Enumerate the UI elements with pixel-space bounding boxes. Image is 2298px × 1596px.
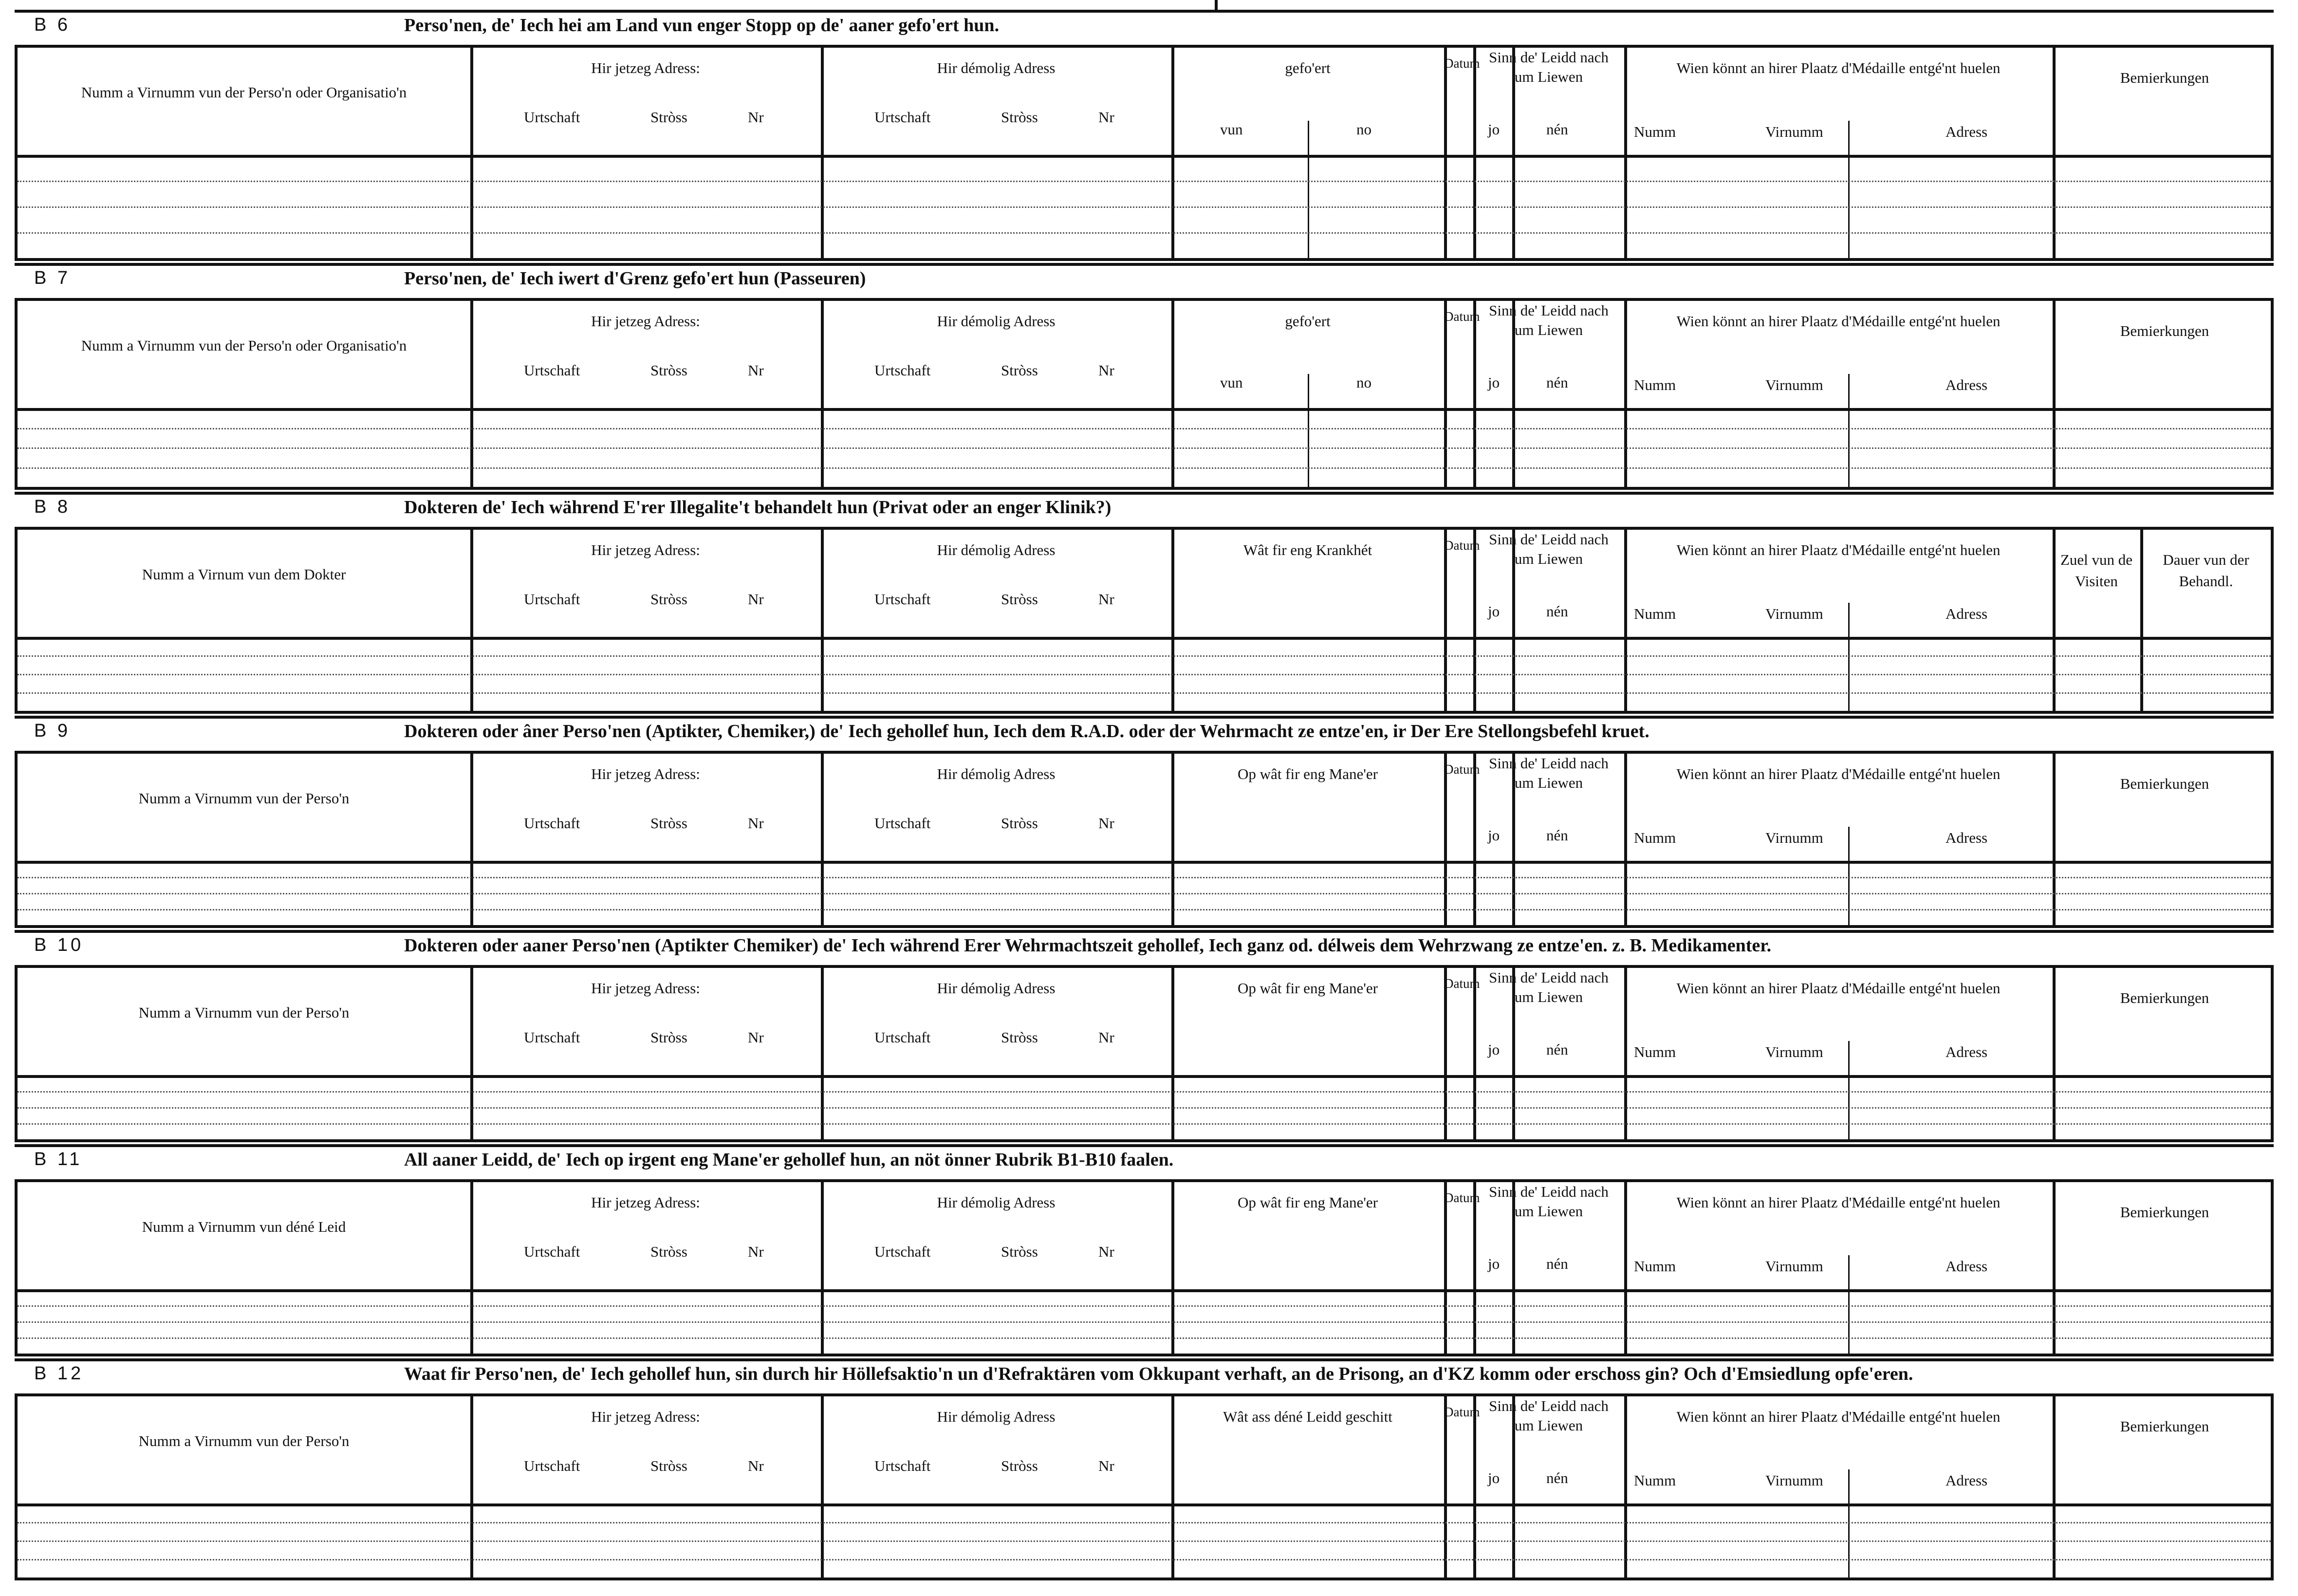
datum-header: Datum: [1444, 762, 1480, 777]
header-separator: [18, 408, 2271, 411]
alive-status-subheader: jo: [1488, 827, 1500, 844]
section-b-8: [15, 492, 2274, 716]
medal-subheader: Virnumm: [1765, 1258, 1823, 1275]
alive-status-subheader: jo: [1488, 1255, 1500, 1272]
remarks-header: Bemierkungen: [2120, 1204, 2209, 1221]
entry-line[interactable]: [18, 1123, 2271, 1125]
column-divider: [1444, 1396, 1447, 1577]
column-subdivider: [1848, 374, 1850, 487]
column-subdivider: [1308, 374, 1309, 487]
section-table: [15, 45, 2274, 261]
column-subdivider: [1848, 1469, 1850, 1577]
former-address-header: Hir démolig Adress: [937, 1408, 1056, 1425]
column-divider: [1444, 301, 1447, 487]
medal-subheader: Adress: [1946, 123, 1988, 140]
datum-header: Datum: [1444, 1405, 1480, 1419]
address-subheader: Nr: [1098, 591, 1114, 608]
address-subheader: Urtschaft: [874, 362, 931, 379]
header-separator: [18, 155, 2271, 158]
section-header: [15, 716, 2274, 750]
alive-status-header: Sinn de' Leidd nach um Liewen: [1489, 755, 1609, 791]
alive-status-header: Sinn de' Leidd nach um Liewen: [1489, 49, 1609, 85]
section-header: [15, 1144, 2274, 1178]
section-code: B 9: [34, 721, 71, 741]
section-title: Dokteren oder âner Perso'nen (Aptikter, Chemiker,) de' Iech gehollef hun, Iech dem R.A.D. oder der Wehrmacht ze entze'en, ir Der Ere Stellongsbefehl kruet.: [404, 721, 1649, 742]
section-b-11: [15, 1144, 2274, 1358]
name-column-header: Numm a Virnumm vun der Perso'n: [138, 1432, 350, 1449]
address-subheader: Stròss: [650, 1029, 687, 1046]
medal-subheader: Adress: [1946, 1258, 1988, 1275]
datum-header: Datum: [1444, 1190, 1480, 1205]
transport-subheader: vun: [1220, 121, 1243, 138]
remarks-header: Bemierkungen: [2120, 775, 2209, 792]
medal-subheader: Adress: [1946, 1043, 1988, 1060]
medal-recipient-header: Wien könnt an hirer Plaatz d'Médaille entgé'nt huelen: [1676, 313, 2001, 330]
entry-line[interactable]: [18, 692, 2271, 694]
medal-subheader: Virnumm: [1765, 605, 1823, 622]
column-subdivider: [1848, 121, 1850, 258]
alive-status-header: Sinn de' Leidd nach um Liewen: [1489, 531, 1609, 567]
column-divider: [1624, 48, 1627, 258]
address-subheader: Stròss: [650, 591, 687, 608]
former-address-header: Hir démolig Adress: [937, 980, 1056, 997]
section-title: Dokteren de' Iech während E'rer Illegalite't behandelt hun (Privat oder an enger Klinik?): [404, 497, 1112, 518]
alive-status-header: Sinn de' Leidd nach um Liewen: [1489, 969, 1609, 1005]
alive-status-subheader: nén: [1546, 827, 1568, 844]
entry-line[interactable]: [18, 1107, 2271, 1109]
address-subheader: Urtschaft: [524, 591, 580, 608]
medal-recipient-header: Wien könnt an hirer Plaatz d'Médaille entgé'nt huelen: [1676, 1408, 2001, 1425]
remarks-header: Zuel vun de Visiten: [2060, 551, 2133, 590]
address-subheader: Urtschaft: [524, 1457, 580, 1474]
former-address-header: Hir démolig Adress: [937, 59, 1056, 76]
transport-subheader: no: [1356, 374, 1371, 391]
medal-recipient-header: Wien könnt an hirer Plaatz d'Médaille entgé'nt huelen: [1676, 765, 2001, 782]
column-divider: [1444, 48, 1447, 258]
section-header: [15, 263, 2274, 297]
header-separator: [18, 637, 2271, 640]
section-header: [15, 1358, 2274, 1392]
header-separator: [18, 1503, 2271, 1506]
transport-subheader: no: [1356, 121, 1371, 138]
alive-status-header: Sinn de' Leidd nach um Liewen: [1489, 1397, 1609, 1434]
datum-header: Datum: [1444, 56, 1480, 71]
medal-subheader: Adress: [1946, 829, 1988, 846]
third-column-header: Op wât fir eng Mane'er: [1238, 765, 1378, 782]
section-table: [15, 751, 2274, 928]
address-subheader: Urtschaft: [874, 1243, 931, 1260]
section-table: [15, 527, 2274, 714]
entry-line[interactable]: [18, 674, 2271, 675]
section-title: Waat fir Perso'nen, de' Iech gehollef hun, sin durch hir Höllefsaktio'n un d'Refraktären vom Okkupant verhaft, an de Prisong, an d'KZ komm oder erschoss gin? Och d'Emsiedlung opfe'eren.: [404, 1364, 1913, 1384]
medal-subheader: Virnumm: [1765, 1043, 1823, 1060]
medal-subheader: Virnumm: [1765, 1472, 1823, 1489]
section-header: [15, 10, 2274, 44]
medal-recipient-header: Wien könnt an hirer Plaatz d'Médaille entgé'nt huelen: [1676, 541, 2001, 558]
section-b-10: [15, 930, 2274, 1144]
address-subheader: Nr: [1098, 109, 1114, 126]
former-address-header: Hir démolig Adress: [937, 765, 1056, 782]
address-subheader: Urtschaft: [874, 1457, 931, 1474]
entry-line[interactable]: [18, 181, 2271, 182]
address-subheader: Nr: [748, 591, 764, 608]
datum-header: Datum: [1444, 538, 1480, 553]
medal-recipient-header: Wien könnt an hirer Plaatz d'Médaille entgé'nt huelen: [1676, 980, 2001, 997]
third-column-header: Wât fir eng Krankhét: [1243, 541, 1372, 558]
entry-line[interactable]: [18, 447, 2271, 449]
address-subheader: Urtschaft: [874, 109, 931, 126]
name-column-header: Numm a Virnumm vun der Perso'n oder Organisatio'n: [81, 337, 407, 354]
medal-subheader: Adress: [1946, 1472, 1988, 1489]
datum-header: Datum: [1444, 309, 1480, 324]
address-subheader: Stròss: [650, 109, 687, 126]
entry-line[interactable]: [18, 1321, 2271, 1323]
section-header: [15, 930, 2274, 964]
section-table: [15, 1393, 2274, 1580]
entry-line[interactable]: [18, 428, 2271, 429]
column-divider: [821, 48, 824, 258]
address-subheader: Stròss: [650, 1243, 687, 1260]
datum-header: Datum: [1444, 976, 1480, 991]
medal-subheader: Adress: [1946, 605, 1988, 622]
medal-subheader: Numm: [1634, 605, 1676, 622]
address-subheader: Stròss: [1001, 1029, 1038, 1046]
transport-subheader: vun: [1220, 374, 1243, 391]
entry-line[interactable]: [18, 1091, 2271, 1093]
alive-status-subheader: nén: [1546, 603, 1568, 620]
address-subheader: Stròss: [1001, 109, 1038, 126]
former-address-header: Hir démolig Adress: [937, 313, 1056, 330]
alive-status-subheader: jo: [1488, 1041, 1500, 1058]
current-address-header: Hir jetzeg Adress:: [591, 980, 700, 997]
section-table: [15, 965, 2274, 1142]
alive-status-subheader: nén: [1546, 374, 1568, 391]
section-code: B 10: [34, 935, 84, 955]
alive-status-subheader: nén: [1546, 1255, 1568, 1272]
remarks-header: Bemierkungen: [2120, 322, 2209, 339]
address-subheader: Urtschaft: [524, 1243, 580, 1260]
address-subheader: Stròss: [1001, 1457, 1038, 1474]
address-subheader: Nr: [1098, 815, 1114, 832]
address-subheader: Nr: [1098, 1457, 1114, 1474]
third-column-header: gefo'ert: [1285, 313, 1331, 330]
name-column-header: Numm a Virnumm vun déné Leid: [142, 1218, 346, 1235]
name-column-header: Numm a Virnumm vun der Perso'n: [138, 1004, 350, 1021]
medal-subheader: Virnumm: [1765, 123, 1823, 140]
address-subheader: Stròss: [650, 1457, 687, 1474]
address-subheader: Nr: [748, 815, 764, 832]
medal-recipient-header: Wien könnt an hirer Plaatz d'Médaille entgé'nt huelen: [1676, 1194, 2001, 1211]
address-subheader: Nr: [748, 1029, 764, 1046]
entry-line[interactable]: [18, 909, 2271, 910]
column-divider: [1444, 530, 1447, 711]
entry-line[interactable]: [18, 1305, 2271, 1307]
treatment-duration-header: Dauer vun der Behandl.: [2163, 551, 2249, 590]
address-subheader: Nr: [748, 1243, 764, 1260]
medal-subheader: Numm: [1634, 123, 1676, 140]
medal-subheader: Virnumm: [1765, 829, 1823, 846]
alive-status-subheader: nén: [1546, 1041, 1568, 1058]
section-b-7: [15, 263, 2274, 492]
current-address-header: Hir jetzeg Adress:: [591, 541, 700, 558]
current-address-header: Hir jetzeg Adress:: [591, 1408, 700, 1425]
current-address-header: Hir jetzeg Adress:: [591, 1194, 700, 1211]
column-subdivider: [1848, 603, 1850, 711]
entry-line[interactable]: [18, 893, 2271, 894]
address-subheader: Urtschaft: [874, 1029, 931, 1046]
address-subheader: Nr: [1098, 362, 1114, 379]
resistance-questionnaire-form: [15, 10, 2274, 1582]
alive-status-subheader: jo: [1488, 1469, 1500, 1486]
address-subheader: Nr: [1098, 1029, 1114, 1046]
address-subheader: Nr: [1098, 1243, 1114, 1260]
alive-status-header: Sinn de' Leidd nach um Liewen: [1489, 302, 1609, 338]
entry-line[interactable]: [18, 877, 2271, 878]
entry-line[interactable]: [18, 1337, 2271, 1339]
alive-status-subheader: nén: [1546, 1469, 1568, 1486]
former-address-header: Hir démolig Adress: [937, 541, 1056, 558]
medal-recipient-header: Wien könnt an hirer Plaatz d'Médaille entgé'nt huelen: [1676, 59, 2001, 76]
section-title: Perso'nen, de' Iech hei am Land vun enger Stopp op de' aaner gefo'ert hun.: [404, 15, 1000, 36]
address-subheader: Urtschaft: [874, 591, 931, 608]
alive-status-subheader: jo: [1488, 374, 1500, 391]
section-title: All aaner Leidd, de' Iech op irgent eng Mane'er gehollef hun, an nöt önner Rubrik B1-B10 faalen.: [404, 1150, 1174, 1170]
remarks-header: Bemierkungen: [2120, 989, 2209, 1006]
third-column-header: Op wât fir eng Mane'er: [1238, 980, 1378, 997]
address-subheader: Urtschaft: [524, 362, 580, 379]
top-marker: [1215, 0, 1218, 12]
section-code: B 8: [34, 497, 71, 517]
current-address-header: Hir jetzeg Adress:: [591, 313, 700, 330]
section-title: Perso'nen, de' Iech iwert d'Grenz gefo'ert hun (Passeuren): [404, 268, 866, 289]
third-column-header: Op wât fir eng Mane'er: [1238, 1194, 1378, 1211]
alive-status-subheader: jo: [1488, 603, 1500, 620]
section-b-6: [15, 10, 2274, 263]
current-address-header: Hir jetzeg Adress:: [591, 765, 700, 782]
address-subheader: Stròss: [1001, 591, 1038, 608]
name-column-header: Numm a Virnumm vun der Perso'n oder Organisatio'n: [81, 84, 407, 101]
section-header: [15, 492, 2274, 526]
alive-status-subheader: nén: [1546, 121, 1568, 138]
current-address-header: Hir jetzeg Adress:: [591, 59, 700, 76]
entry-line[interactable]: [18, 1559, 2271, 1560]
medal-subheader: Numm: [1634, 1258, 1676, 1275]
section-code: B 7: [34, 268, 71, 288]
address-subheader: Urtschaft: [524, 815, 580, 832]
address-subheader: Nr: [748, 1457, 764, 1474]
section-code: B 12: [34, 1363, 84, 1384]
column-divider: [1171, 48, 1174, 258]
section-b-12: [15, 1358, 2274, 1582]
alive-status-header: Sinn de' Leidd nach um Liewen: [1489, 1183, 1609, 1220]
section-code: B 6: [34, 15, 71, 35]
entry-line[interactable]: [18, 206, 2271, 208]
name-column-header: Numm a Virnum vun dem Dokter: [142, 566, 346, 583]
address-subheader: Urtschaft: [524, 1029, 580, 1046]
remarks-header: Bemierkungen: [2120, 1418, 2209, 1435]
entry-line[interactable]: [18, 467, 2271, 469]
alive-status-subheader: jo: [1488, 121, 1500, 138]
medal-subheader: Numm: [1634, 829, 1676, 846]
medal-subheader: Adress: [1946, 376, 1988, 393]
section-b-9: [15, 716, 2274, 930]
medal-subheader: Virnumm: [1765, 376, 1823, 393]
remarks-header: Bemierkungen: [2120, 69, 2209, 86]
address-subheader: Stròss: [1001, 1243, 1038, 1260]
third-column-header: gefo'ert: [1285, 59, 1331, 76]
address-subheader: Stròss: [650, 362, 687, 379]
medal-subheader: Numm: [1634, 1043, 1676, 1060]
third-column-header: Wât ass déné Leidd geschitt: [1223, 1408, 1392, 1425]
former-address-header: Hir démolig Adress: [937, 1194, 1056, 1211]
medal-subheader: Numm: [1634, 1472, 1676, 1489]
section-title: Dokteren oder aaner Perso'nen (Aptikter Chemiker) de' Iech während Erer Wehrmachtszeit gehollef, Iech ganz od. délweis dem Wehrzwang ze entze'en. z. B. Medikamenter.: [404, 935, 1772, 956]
column-divider: [470, 48, 473, 258]
header-separator: [18, 1289, 2271, 1292]
section-table: [15, 298, 2274, 490]
address-subheader: Nr: [748, 109, 764, 126]
name-column-header: Numm a Virnumm vun der Perso'n: [138, 790, 350, 807]
address-subheader: Urtschaft: [524, 109, 580, 126]
entry-line[interactable]: [18, 1540, 2271, 1542]
column-subdivider: [1308, 121, 1309, 258]
address-subheader: Nr: [748, 362, 764, 379]
entry-line[interactable]: [18, 655, 2271, 657]
entry-line[interactable]: [18, 1522, 2271, 1523]
address-subheader: Stròss: [650, 815, 687, 832]
address-subheader: Stròss: [1001, 815, 1038, 832]
section-table: [15, 1179, 2274, 1356]
header-separator: [18, 1075, 2271, 1078]
section-code: B 11: [34, 1149, 83, 1169]
medal-subheader: Numm: [1634, 376, 1676, 393]
header-separator: [18, 861, 2271, 864]
entry-line[interactable]: [18, 232, 2271, 234]
address-subheader: Stròss: [1001, 362, 1038, 379]
address-subheader: Urtschaft: [874, 815, 931, 832]
